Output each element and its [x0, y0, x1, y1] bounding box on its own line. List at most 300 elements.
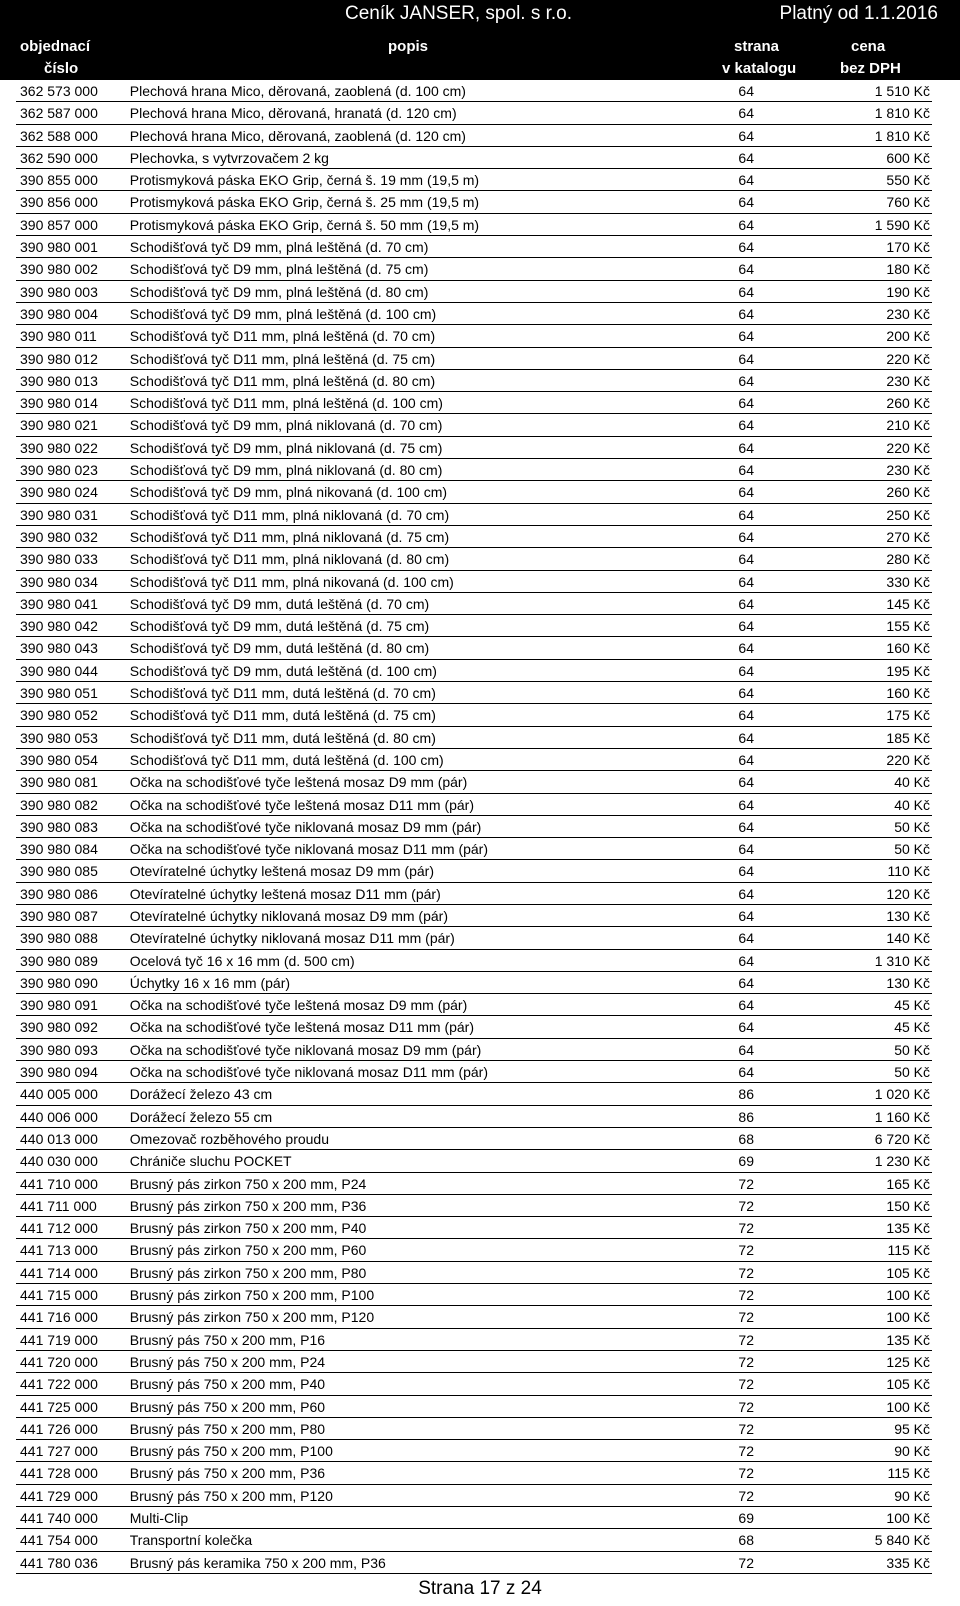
table-row [16, 1239, 932, 1261]
table-row [16, 838, 932, 860]
item-price: 40 Kč [894, 774, 930, 791]
item-description: Schodišťová tyč D11 mm, dutá leštěná (d. 80 cm) [129, 729, 436, 746]
item-price: 105 Kč [886, 1376, 930, 1393]
catalog-page: 86 [738, 1086, 754, 1103]
item-description: Úchytky 16 x 16 mm (pár) [129, 974, 291, 991]
item-code: 390 980 088 [20, 930, 98, 947]
item-description: Otevíratelné úchytky niklovaná mosaz D9 mm (pár) [129, 907, 448, 924]
item-description: Očka na schodišťové tyče niklovaná mosaz D9 mm (pár) [129, 818, 482, 835]
item-description: Očka na schodišťové tyče niklovaná mosaz D9 mm (pár) [129, 1041, 482, 1058]
table-row [16, 348, 932, 370]
item-price: 105 Kč [886, 1264, 930, 1281]
item-description: Schodišťová tyč D11 mm, dutá leštěná (d. 70 cm) [129, 685, 436, 702]
table-row [16, 1262, 932, 1284]
table-row [16, 1061, 932, 1083]
item-price: 50 Kč [894, 1041, 930, 1058]
table-row [16, 1418, 932, 1440]
item-description: Brusný pás zirkon 750 x 200 mm, P60 [129, 1242, 367, 1259]
item-price: 115 Kč [887, 1465, 930, 1482]
item-code: 441 716 000 [20, 1309, 98, 1326]
item-code: 390 980 082 [20, 796, 98, 813]
item-code: 440 005 000 [20, 1086, 98, 1103]
item-price: 140 Kč [886, 930, 930, 947]
catalog-page: 64 [738, 729, 754, 746]
table-row [16, 1329, 932, 1351]
item-code: 390 980 001 [20, 239, 98, 256]
item-code: 390 980 087 [20, 907, 98, 924]
table-row [16, 1284, 932, 1306]
item-price: 1 590 Kč [874, 216, 930, 233]
item-price: 45 Kč [894, 1019, 930, 1036]
item-code: 390 980 093 [20, 1041, 98, 1058]
item-price: 40 Kč [894, 796, 930, 813]
item-code: 390 980 090 [20, 974, 98, 991]
item-description: Schodišťová tyč D11 mm, dutá leštěná (d. 100 cm) [129, 751, 444, 768]
table-row [16, 1173, 932, 1195]
catalog-page: 64 [738, 305, 754, 322]
item-price: 195 Kč [886, 662, 930, 679]
item-price: 45 Kč [894, 997, 930, 1014]
catalog-page: 69 [738, 1510, 754, 1526]
item-price: 1 810 Kč [874, 127, 930, 144]
table-row [16, 281, 932, 303]
item-code: 390 980 044 [20, 662, 98, 679]
item-code: 441 712 000 [20, 1220, 98, 1237]
catalog-page: 68 [738, 1532, 754, 1549]
item-description: Brusný pás zirkon 750 x 200 mm, P36 [129, 1197, 367, 1214]
catalog-page: 64 [738, 261, 754, 278]
item-code: 441 729 000 [20, 1487, 98, 1504]
table-row [16, 370, 932, 392]
item-price: 1 510 Kč [874, 83, 930, 99]
item-description: Brusný pás 750 x 200 mm, P120 [129, 1487, 333, 1504]
item-code: 390 980 024 [20, 484, 98, 501]
item-description: Brusný pás 750 x 200 mm, P24 [129, 1353, 326, 1370]
item-description: Brusný pás zirkon 750 x 200 mm, P100 [129, 1287, 375, 1304]
item-code: 441 713 000 [20, 1242, 98, 1259]
item-description: Schodišťová tyč D9 mm, plná niklovaná (d. 80 cm) [129, 462, 443, 479]
col-header-desc: popis [388, 38, 428, 55]
item-code: 362 587 000 [20, 105, 98, 122]
item-description: Schodišťová tyč D9 mm, plná leštěná (d. 70 cm) [129, 239, 429, 256]
item-description: Brusný pás zirkon 750 x 200 mm, P80 [129, 1264, 367, 1281]
table-row [16, 258, 932, 280]
item-price: 330 Kč [886, 573, 930, 590]
item-description: Ocelová tyč 16 x 16 mm (d. 500 cm) [129, 952, 355, 969]
table-row [16, 1217, 932, 1239]
item-code: 390 980 031 [20, 506, 98, 523]
item-code: 390 980 085 [20, 863, 98, 880]
catalog-page: 72 [738, 1443, 754, 1460]
item-description: Schodišťová tyč D11 mm, plná niklovaná (d. 80 cm) [129, 551, 450, 568]
page-number: Strana 17 z 24 [418, 1578, 542, 1599]
item-description: Schodišťová tyč D9 mm, dutá leštěná (d. 100 cm) [129, 662, 437, 679]
item-description: Očka na schodišťové tyče niklovaná mosaz D11 mm (pár) [129, 841, 489, 858]
item-code: 440 006 000 [20, 1108, 98, 1125]
item-code: 390 980 054 [20, 751, 98, 768]
catalog-page: 64 [738, 907, 754, 924]
catalog-page: 72 [738, 1554, 754, 1571]
item-price: 160 Kč [886, 640, 930, 657]
catalog-page: 72 [738, 1242, 754, 1259]
item-price: 145 Kč [886, 595, 930, 612]
item-code: 441 720 000 [20, 1353, 98, 1370]
item-price: 185 Kč [886, 729, 930, 746]
table-row [16, 905, 932, 927]
catalog-page: 64 [738, 149, 754, 166]
item-price: 1 020 Kč [874, 1086, 930, 1103]
catalog-page: 72 [738, 1309, 754, 1326]
item-code: 390 980 094 [20, 1064, 98, 1081]
col-header-page-line1: strana [734, 38, 780, 55]
catalog-page: 64 [738, 350, 754, 367]
item-description: Protismyková páska EKO Grip, černá š. 19 mm (19,5 m) [129, 172, 480, 189]
item-description: Brusný pás 750 x 200 mm, P60 [129, 1398, 326, 1415]
table-row [16, 1128, 932, 1150]
item-price: 135 Kč [886, 1220, 930, 1237]
item-price: 150 Kč [886, 1197, 930, 1214]
item-price: 190 Kč [886, 283, 930, 300]
catalog-page: 64 [738, 283, 754, 300]
catalog-page: 64 [738, 417, 754, 434]
item-description: Chrániče sluchu POCKET [129, 1153, 292, 1170]
item-code: 390 980 041 [20, 595, 98, 612]
item-price: 180 Kč [886, 261, 930, 278]
table-row [16, 950, 932, 972]
catalog-page: 64 [738, 774, 754, 791]
item-code: 390 980 091 [20, 997, 98, 1014]
item-description: Schodišťová tyč D9 mm, plná leštěná (d. 80 cm) [129, 283, 429, 300]
table-row [16, 147, 932, 169]
table-row [16, 727, 932, 749]
item-code: 390 980 004 [20, 305, 98, 322]
table-row [16, 437, 932, 459]
table-row [16, 1396, 932, 1418]
catalog-page: 64 [738, 974, 754, 991]
catalog-page: 64 [738, 751, 754, 768]
item-description: Schodišťová tyč D9 mm, plná niklovaná (d. 70 cm) [129, 417, 443, 434]
item-price: 1 230 Kč [874, 1153, 930, 1170]
catalog-page: 64 [738, 685, 754, 702]
item-code: 390 857 000 [20, 216, 98, 233]
catalog-page: 64 [738, 239, 754, 256]
item-price: 100 Kč [886, 1398, 930, 1415]
item-description: Otevíratelné úchytky leštená mosaz D11 mm (pár) [129, 885, 441, 902]
table-row [16, 1306, 932, 1328]
item-code: 390 980 012 [20, 350, 98, 367]
table-row [16, 1039, 932, 1061]
col-header-page-line2: v katalogu [722, 60, 797, 77]
item-description: Transportní kolečka [129, 1532, 253, 1549]
item-description: Schodišťová tyč D9 mm, plná leštěná (d. 100 cm) [129, 305, 437, 322]
item-price: 1 310 Kč [874, 952, 930, 969]
item-price: 1 810 Kč [874, 105, 930, 122]
item-description: Očka na schodišťové tyče leštená mosaz D11 mm (pár) [129, 1019, 475, 1036]
table-row [16, 749, 932, 771]
item-description: Brusný pás 750 x 200 mm, P40 [129, 1376, 326, 1393]
table-row [16, 1351, 932, 1373]
catalog-page: 64 [738, 662, 754, 679]
item-price: 230 Kč [886, 305, 930, 322]
item-code: 441 725 000 [20, 1398, 98, 1415]
table-row [16, 1106, 932, 1128]
catalog-page: 64 [738, 528, 754, 545]
table-row [16, 1195, 932, 1217]
table-row [16, 593, 932, 615]
item-description: Schodišťová tyč D11 mm, dutá leštěná (d. 75 cm) [129, 707, 436, 724]
validity-date: Platný od 1.1.2016 [779, 3, 938, 24]
table-row [16, 80, 932, 102]
table-row [16, 660, 932, 682]
item-code: 390 980 089 [20, 952, 98, 969]
table-row [16, 303, 932, 325]
item-code: 440 013 000 [20, 1130, 98, 1147]
item-code: 441 711 000 [20, 1197, 97, 1214]
table-row [16, 548, 932, 570]
item-price: 250 Kč [886, 506, 930, 523]
item-description: Očka na schodišťové tyče niklovaná mosaz D11 mm (pár) [129, 1064, 489, 1081]
item-code: 390 980 014 [20, 395, 98, 412]
item-description: Brusný pás zirkon 750 x 200 mm, P120 [129, 1309, 375, 1326]
item-description: Plechová hrana Mico, děrovaná, hranatá (d. 120 cm) [129, 105, 457, 122]
item-price: 600 Kč [886, 149, 930, 166]
catalog-page: 64 [738, 328, 754, 345]
item-price: 130 Kč [886, 907, 930, 924]
table-row [16, 637, 932, 659]
table-row [16, 1485, 932, 1507]
catalog-page: 72 [738, 1197, 754, 1214]
catalog-page: 72 [738, 1353, 754, 1370]
item-code: 441 740 000 [20, 1510, 98, 1526]
item-price: 125 Kč [886, 1353, 930, 1370]
item-code: 390 980 023 [20, 462, 98, 479]
catalog-page: 68 [738, 1130, 754, 1147]
item-code: 390 980 043 [20, 640, 98, 657]
item-description: Schodišťová tyč D11 mm, plná niklovaná (d. 70 cm) [129, 506, 450, 523]
item-description: Brusný pás 750 x 200 mm, P36 [129, 1465, 326, 1482]
table-row [16, 704, 932, 726]
table-row [16, 214, 932, 236]
item-description: Brusný pás 750 x 200 mm, P16 [129, 1331, 326, 1348]
item-price: 200 Kč [886, 328, 930, 345]
catalog-page: 64 [738, 127, 754, 144]
item-code: 390 980 081 [20, 774, 98, 791]
item-price: 175 Kč [886, 707, 930, 724]
catalog-page: 64 [738, 818, 754, 835]
item-description: Schodišťová tyč D9 mm, dutá leštěná (d. 70 cm) [129, 595, 430, 612]
col-header-price-line2: bez DPH [840, 60, 901, 77]
item-description: Brusný pás keramika 750 x 200 mm, P36 [129, 1554, 386, 1571]
catalog-page: 64 [738, 1064, 754, 1081]
table-row [16, 1552, 932, 1574]
item-description: Omezovač rozběhového proudu [129, 1130, 329, 1147]
item-description: Schodišťová tyč D11 mm, plná niklovaná (d. 75 cm) [129, 528, 450, 545]
item-code: 390 980 032 [20, 528, 98, 545]
catalog-page: 72 [738, 1175, 754, 1192]
item-price: 230 Kč [886, 372, 930, 389]
table-row [16, 860, 932, 882]
item-price: 50 Kč [894, 841, 930, 858]
item-price: 210 Kč [886, 417, 930, 434]
item-price: 230 Kč [886, 462, 930, 479]
table-row [16, 972, 932, 994]
catalog-page: 64 [738, 172, 754, 189]
item-code: 362 588 000 [20, 127, 98, 144]
item-description: Schodišťová tyč D9 mm, dutá leštěná (d. 80 cm) [129, 640, 430, 657]
item-code: 441 715 000 [20, 1287, 98, 1304]
item-price: 160 Kč [886, 685, 930, 702]
catalog-page: 64 [738, 1041, 754, 1058]
item-description: Plechovka, s vytvrzovačem 2 kg [129, 149, 329, 166]
item-price: 260 Kč [886, 395, 930, 412]
catalog-page: 86 [738, 1108, 754, 1125]
item-code: 441 722 000 [20, 1376, 98, 1393]
item-description: Očka na schodišťové tyče leštená mosaz D9 mm (pár) [129, 774, 468, 791]
item-code: 362 573 000 [20, 83, 98, 99]
item-description: Schodišťová tyč D11 mm, plná leštěná (d. 80 cm) [129, 372, 436, 389]
catalog-page: 64 [738, 194, 754, 211]
item-description: Schodišťová tyč D9 mm, dutá leštěná (d. 75 cm) [129, 618, 430, 635]
catalog-page: 64 [738, 439, 754, 456]
item-code: 390 980 034 [20, 573, 98, 590]
item-code: 440 030 000 [20, 1153, 98, 1170]
table-row [16, 816, 932, 838]
catalog-page: 64 [738, 395, 754, 412]
item-code: 441 714 000 [20, 1264, 98, 1281]
item-price: 100 Kč [886, 1309, 930, 1326]
header-band [0, 0, 960, 80]
catalog-page: 64 [738, 595, 754, 612]
table-row [16, 927, 932, 949]
item-code: 390 980 022 [20, 439, 98, 456]
price-table [16, 80, 932, 1574]
company-name: Ceník JANSER, spol. s r.o. [345, 3, 573, 24]
catalog-page: 64 [738, 796, 754, 813]
catalog-page: 64 [738, 841, 754, 858]
item-price: 95 Kč [894, 1420, 930, 1437]
item-description: Brusný pás zirkon 750 x 200 mm, P24 [129, 1175, 367, 1192]
item-code: 390 980 033 [20, 551, 98, 568]
item-description: Multi-Clip [129, 1510, 189, 1526]
item-code: 390 980 051 [20, 685, 98, 702]
table-row [16, 1440, 932, 1462]
table-row [16, 236, 932, 258]
table-row [16, 125, 932, 147]
table-row [16, 191, 932, 213]
item-price: 100 Kč [886, 1510, 930, 1526]
table-row [16, 481, 932, 503]
item-code: 390 980 052 [20, 707, 98, 724]
item-price: 90 Kč [894, 1443, 930, 1460]
item-code: 441 726 000 [20, 1420, 98, 1437]
item-price: 260 Kč [886, 484, 930, 501]
item-description: Otevíratelné úchytky niklovaná mosaz D11 mm (pár) [129, 930, 455, 947]
item-price: 110 Kč [887, 863, 930, 880]
table-row [16, 1507, 932, 1529]
table-row [16, 504, 932, 526]
item-code: 390 980 086 [20, 885, 98, 902]
item-price: 5 840 Kč [874, 1532, 930, 1549]
item-code: 441 780 036 [20, 1554, 98, 1571]
table-row [16, 169, 932, 191]
catalog-page: 72 [738, 1220, 754, 1237]
item-code: 441 710 000 [20, 1175, 98, 1192]
item-code: 390 980 003 [20, 283, 98, 300]
item-code: 390 980 092 [20, 1019, 98, 1036]
item-code: 390 980 053 [20, 729, 98, 746]
table-row [16, 794, 932, 816]
table-row [16, 1373, 932, 1395]
item-price: 280 Kč [886, 551, 930, 568]
table-row [16, 1016, 932, 1038]
item-price: 760 Kč [886, 194, 930, 211]
catalog-page: 64 [738, 506, 754, 523]
item-price: 170 Kč [886, 239, 930, 256]
catalog-page: 64 [738, 863, 754, 880]
item-description: Schodišťová tyč D9 mm, plná nikovaná (d. 100 cm) [129, 484, 448, 501]
table-row [16, 459, 932, 481]
item-description: Brusný pás 750 x 200 mm, P100 [129, 1443, 333, 1460]
item-price: 270 Kč [886, 528, 930, 545]
item-price: 1 160 Kč [874, 1108, 930, 1125]
table-row [16, 771, 932, 793]
item-price: 220 Kč [886, 350, 930, 367]
catalog-page: 64 [738, 462, 754, 479]
item-price: 135 Kč [886, 1331, 930, 1348]
item-description: Dorážecí železo 43 cm [129, 1086, 273, 1103]
item-code: 390 980 083 [20, 818, 98, 835]
item-price: 50 Kč [894, 1064, 930, 1081]
table-row [16, 682, 932, 704]
item-description: Schodišťová tyč D11 mm, plná leštěná (d. 75 cm) [129, 350, 436, 367]
catalog-page: 64 [738, 952, 754, 969]
table-row [16, 571, 932, 593]
table-row [16, 1150, 932, 1172]
catalog-page: 64 [738, 930, 754, 947]
item-description: Schodišťová tyč D11 mm, plná leštěná (d. 100 cm) [129, 395, 443, 412]
catalog-page: 64 [738, 640, 754, 657]
table-row [16, 1529, 932, 1551]
catalog-page: 72 [738, 1376, 754, 1393]
catalog-page: 72 [738, 1420, 754, 1437]
item-description: Schodišťová tyč D9 mm, plná leštěná (d. 75 cm) [129, 261, 429, 278]
item-description: Schodišťová tyč D11 mm, plná leštěná (d. 70 cm) [129, 328, 436, 345]
item-description: Brusný pás 750 x 200 mm, P80 [129, 1420, 326, 1437]
catalog-page: 72 [738, 1487, 754, 1504]
catalog-page: 64 [738, 216, 754, 233]
item-description: Plechová hrana Mico, děrovaná, zaoblená (d. 100 cm) [129, 83, 466, 99]
table-row [16, 994, 932, 1016]
item-code: 441 728 000 [20, 1465, 98, 1482]
item-description: Schodišťová tyč D9 mm, plná niklovaná (d. 75 cm) [129, 439, 443, 456]
catalog-page: 64 [738, 551, 754, 568]
item-price: 155 Kč [886, 618, 930, 635]
catalog-page: 72 [738, 1465, 754, 1482]
table-row [16, 392, 932, 414]
item-price: 90 Kč [894, 1487, 930, 1504]
item-code: 390 856 000 [20, 194, 98, 211]
item-price: 120 Kč [886, 885, 930, 902]
table-row [16, 883, 932, 905]
table-row [16, 102, 932, 124]
catalog-page: 72 [738, 1331, 754, 1348]
table-row [16, 1462, 932, 1484]
item-description: Brusný pás zirkon 750 x 200 mm, P40 [129, 1220, 367, 1237]
item-price: 220 Kč [886, 751, 930, 768]
item-description: Plechová hrana Mico, děrovaná, zaoblená (d. 120 cm) [129, 127, 466, 144]
catalog-page: 64 [738, 1019, 754, 1036]
item-code: 441 719 000 [20, 1331, 98, 1348]
